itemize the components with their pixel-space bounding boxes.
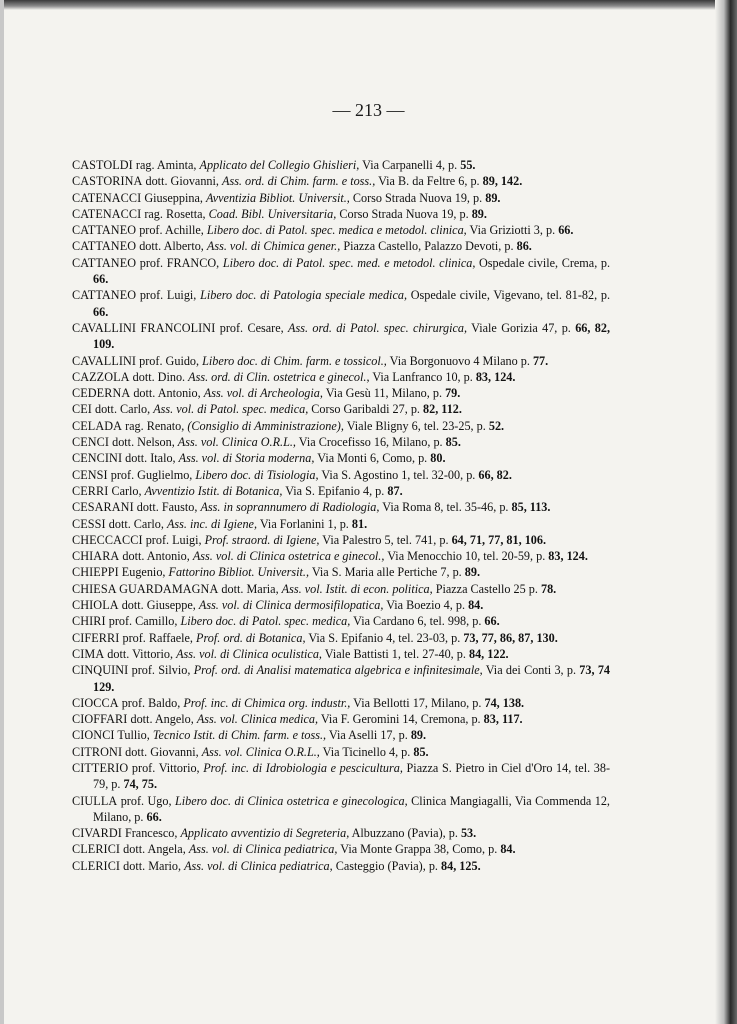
entry-title: prof. FRANCO, [136, 255, 223, 270]
entry-address: Casteggio (Pavia), p. [332, 858, 442, 873]
entry-role: Fattorino Bibliot. Universit., [168, 565, 310, 580]
entry-title: prof. Raffaele, [119, 630, 197, 645]
entry-name: CASTORINA [72, 174, 143, 189]
entry-address: Via Boezio 4, p. [383, 598, 469, 613]
entry-address: Via Gesù 11, Milano, p. [322, 386, 446, 401]
directory-entry [72, 597, 610, 613]
entry-title: dott. Dino. [129, 369, 189, 384]
entry-address: Corso Strada Nuova 19, p. [336, 206, 472, 221]
directory-entry [72, 711, 610, 727]
entry-role: Libero doc. di Clinica ostetrica e ginecologica, [174, 793, 408, 808]
entry-pages: 64, 71, 77, 81, 106. [451, 532, 547, 547]
entry-role: Ass. ord. di Patol. spec. chirurgica, [288, 320, 468, 335]
entry-name: CINQUINI [72, 663, 129, 678]
entry-role: Ass. vol. Clinica O.R.L., [177, 435, 296, 450]
entry-name: CIMA [72, 646, 105, 661]
entry-title: dott. Antonio, [130, 386, 204, 401]
entry-address: Ospedale civile, Crema, p. [475, 255, 610, 270]
entry-address: Via Cardano 6, tel. 998, p. [350, 614, 485, 629]
entry-pages: 83, 117. [483, 712, 523, 727]
directory-entry [72, 695, 610, 711]
entry-role: Ass. vol. di Clinica oculistica, [176, 646, 322, 661]
entry-address: Ospedale civile, Vigevano, tel. 81-82, p. [407, 288, 611, 303]
entry-role: Tecnico Istit. di Chim. farm. e toss., [152, 728, 327, 743]
entry-pages: 74, 138. [484, 695, 525, 710]
entry-role: Ass. inc. di Igiene, [166, 516, 258, 531]
entry-title: dott. Carlo, [105, 516, 167, 531]
entry-pages: 85, 113. [511, 500, 551, 515]
entry-name: CESSI [72, 516, 106, 531]
entry-title: prof. Ugo, [117, 793, 175, 808]
entry-name: CHIRI [72, 614, 106, 629]
entry-role: (Consiglio di Amministrazione), [187, 418, 344, 433]
entry-name: CITTERIO [72, 760, 129, 775]
directory-entry [72, 287, 610, 320]
entry-pages: 89. [471, 206, 487, 221]
entry-title: dott. Giovanni, [122, 744, 202, 759]
directory-entry [72, 793, 610, 826]
entry-name: CLERICI [72, 858, 121, 873]
entry-role: Prof. ord. di Analisi matematica algebrica e infinitesimale, [193, 663, 483, 678]
entry-address: Via Ticinello 4, p. [319, 744, 414, 759]
entry-address: Viale Gorizia 47, p. [467, 320, 576, 335]
entry-role: Avventizia Bibliot. Universit., [205, 190, 350, 205]
entry-name: CENCI [72, 435, 110, 450]
entry-title: prof. Luigi, [142, 532, 205, 547]
directory-entry [72, 353, 610, 369]
entry-name: CERRI [72, 483, 109, 498]
directory-entry [72, 255, 610, 288]
directory-entry [72, 401, 610, 417]
directory-entry [72, 548, 610, 564]
entry-pages: 66, 82, 109. [93, 320, 611, 352]
entry-role: Ass. vol. Clinica O.R.L., [201, 744, 320, 759]
directory-entry [72, 499, 610, 515]
entry-pages: 85. [413, 744, 429, 759]
entry-name: CENCINI [72, 451, 123, 466]
entry-name: CAZZOLA [72, 369, 130, 384]
entry-address: Via Forlanini 1, p. [257, 516, 352, 531]
entry-role: Avventizio Istit. di Botanica, [144, 483, 283, 498]
directory-entry [72, 760, 610, 793]
directory-entry [72, 858, 610, 874]
entry-name: CASTOLDI [72, 158, 133, 172]
entry-pages: 84, 122. [468, 646, 509, 661]
entry-title: Tullio, [114, 728, 153, 743]
entry-title: dott. Giovanni, [142, 174, 222, 189]
entry-pages: 85. [445, 435, 461, 450]
entry-title: rag. Renato, [122, 418, 188, 433]
entry-name: CHIARA [72, 549, 120, 564]
directory-entries [72, 157, 610, 874]
entry-address: Albuzzano (Pavia), p. [349, 826, 461, 841]
entry-title: dott. Angela, [120, 842, 189, 857]
entry-title: prof. Silvio, [128, 663, 194, 678]
entry-pages: 84, 125. [441, 858, 481, 873]
entry-pages: 52. [488, 418, 505, 433]
entry-address: Piazza Castello, Palazzo Devoti, p. [340, 239, 517, 254]
directory-entry [72, 190, 610, 206]
entry-pages: 89, 142. [482, 174, 523, 189]
entry-role: Ass. vol. di Patol. spec. medica, [153, 402, 309, 417]
scan-binding-edge [715, 0, 737, 1024]
entry-name: CIONCI [72, 728, 115, 743]
entry-pages: 66. [146, 809, 162, 824]
entry-name: CATTANEO [72, 239, 137, 254]
entry-title: prof. Achille, [136, 223, 207, 238]
entry-name: CIFERRI [72, 630, 120, 645]
entry-name: CLERICI [72, 842, 121, 857]
directory-entry [72, 385, 610, 401]
entry-title: rag. Rosetta, [141, 206, 209, 221]
entry-pages: 79. [445, 386, 461, 401]
entry-name: CIVARDI [72, 826, 122, 841]
entry-name: CATTANEO [72, 223, 137, 238]
entry-title: Eugenio, [118, 565, 169, 580]
entry-address: Via Roma 8, tel. 35-46, p. [379, 500, 512, 515]
entry-role: Ass. vol. di Clinica dermosifilopatica, [198, 598, 384, 613]
entry-pages: 81. [351, 516, 368, 531]
entry-role: Ass. vol. Clinica medica, [196, 712, 319, 727]
entry-title: dott. Italo, [122, 451, 179, 466]
entry-title: rag. Aminta, [132, 158, 200, 172]
entry-pages: 66. [93, 272, 109, 287]
entry-title: prof. Luigi, [136, 288, 201, 303]
entry-role: Prof. straord. di Igiene, [204, 532, 320, 547]
entry-name: CESARANI [72, 500, 134, 515]
entry-pages: 86. [516, 239, 532, 254]
entry-name: CIOCCA [72, 695, 119, 710]
entry-name: CHIOLA [72, 598, 119, 613]
entry-pages: 74, 75. [123, 777, 157, 792]
entry-address: Via Crocefisso 16, Milano, p. [295, 435, 446, 450]
entry-role: Ass. vol. di Clinica pediatrica, [184, 858, 333, 873]
entry-role: Applicato del Collegio Ghislieri, [199, 158, 360, 172]
entry-role: Prof. inc. di Idrobiologia e pescicultura, [203, 760, 403, 775]
entry-role: Prof. inc. di Chimica org. industr., [183, 695, 351, 710]
entry-title: dott. Antonio, [119, 549, 193, 564]
entry-pages: 84. [500, 842, 516, 857]
entry-role: Prof. ord. di Botanica, [196, 630, 306, 645]
scan-left-edge [0, 0, 4, 1024]
entry-role: Libero doc. di Patol. spec. med. e metodol. clinica, [222, 255, 476, 270]
entry-pages: 89. [410, 728, 427, 743]
entry-role: Ass. vol. di Archeologia, [203, 386, 323, 401]
entry-address: Piazza S. Pietro in Ciel d'Oro 14, tel. 38-79, p. [93, 760, 611, 792]
entry-title: prof. Cesare, [215, 320, 289, 335]
entry-name: CITRONI [72, 744, 123, 759]
entry-title: prof. Camillo, [105, 614, 181, 629]
entry-address: Via S. Agostino 1, tel. 32-00, p. [318, 467, 479, 482]
entry-pages: 83, 124. [548, 549, 588, 564]
entry-address: Via B. da Feltre 6, p. [375, 174, 483, 189]
entry-pages: 66. [484, 614, 500, 629]
entry-address: Via Borgonuovo 4 Milano p. [386, 353, 533, 368]
entry-address: Via Aselli 17, p. [326, 728, 411, 743]
page-number: — 213 — [332, 100, 405, 120]
entry-address: Via Carpanelli 4, p. [359, 158, 461, 172]
entry-address: Via Menocchio 10, tel. 20-59, p. [384, 549, 549, 564]
directory-entry [72, 238, 610, 254]
entry-name: CAVALLINI FRANCOLINI [72, 320, 216, 335]
entry-address: Corso Strada Nuova 19, p. [349, 190, 486, 205]
entry-name: CHECCACCI [72, 532, 143, 547]
entry-name: CEI [72, 402, 92, 417]
entry-name: CENSI [72, 467, 108, 482]
entry-title: Francesco, [121, 826, 181, 841]
entry-address: Via F. Geromini 14, Cremona, p. [318, 712, 484, 727]
entry-pages: 89. [485, 190, 501, 205]
directory-entry [72, 206, 610, 222]
entry-title: dott. Giuseppe, [118, 598, 199, 613]
entry-address: Via Bellotti 17, Milano, p. [350, 695, 485, 710]
entry-role: Coad. Bibl. Universitaria, [208, 206, 337, 221]
entry-name: CATENACCI [72, 190, 142, 205]
entry-title: dott. Maria, [218, 581, 282, 596]
entry-role: Libero doc. di Tisiologia, [195, 467, 319, 482]
entry-role: Ass. vol. di Clinica pediatrica, [188, 842, 338, 857]
entry-name: CHIEPPI [72, 565, 119, 580]
directory-entry [72, 222, 610, 238]
directory-entry [72, 581, 610, 597]
entry-pages: 55. [460, 158, 476, 172]
entry-title: dott. Alberto, [136, 239, 207, 254]
entry-role: Ass. vol. Istit. di econ. politica, [281, 581, 433, 596]
entry-pages: 66. [558, 223, 574, 238]
entry-address: Via Griziotti 3, p. [466, 223, 559, 238]
entry-name: CAVALLINI [72, 353, 137, 368]
entry-title: prof. Baldo, [118, 695, 184, 710]
entry-role: Ass. vol. di Chimica gener., [206, 239, 341, 254]
entry-role: Applicato avventizio di Segreteria, [180, 826, 350, 841]
entry-pages: 80. [430, 451, 446, 466]
entry-pages: 89. [464, 565, 480, 580]
entry-name: CIOFFARI [72, 712, 128, 727]
entry-name: CATTANEO [72, 255, 137, 270]
entry-role: Libero doc. di Chim. farm. e tossicol., [202, 353, 387, 368]
entry-title: prof. Guglielmo, [107, 467, 196, 482]
directory-entry [72, 157, 610, 173]
entry-address: Viale Battisti 1, tel. 27-40, p. [321, 646, 469, 661]
directory-entry [72, 744, 610, 760]
entry-title: dott. Nelson, [109, 435, 178, 450]
entry-address: Via S. Maria alle Pertiche 7, p. [309, 565, 465, 580]
entry-pages: 77. [532, 353, 549, 368]
entry-pages: 78. [540, 581, 557, 596]
entry-name: CATENACCI [72, 206, 142, 221]
directory-entry [72, 532, 610, 548]
entry-role: Libero doc. di Patol. spec. medica e metodol. clinica, [206, 223, 467, 238]
entry-pages: 66. [93, 304, 109, 319]
directory-entry [72, 467, 610, 483]
directory-entry [72, 173, 610, 189]
entry-title: dott. Angelo, [127, 712, 197, 727]
entry-name: CEDERNA [72, 386, 131, 401]
entry-role: Libero doc. di Patologia speciale medica, [200, 288, 407, 303]
entry-title: dott. Fausto, [133, 500, 201, 515]
directory-entry [72, 434, 610, 450]
directory-entry [72, 825, 610, 841]
entry-role: Ass. ord. di Clin. ostetrica e ginecol., [188, 369, 370, 384]
entry-name: CIULLA [72, 793, 118, 808]
scan-top-edge [0, 0, 737, 10]
entry-title: Carlo, [108, 483, 145, 498]
entry-role: Libero doc. di Patol. spec. medica, [180, 614, 351, 629]
directory-entry [72, 727, 610, 743]
entry-address: Via Palestro 5, tel. 741, p. [319, 532, 452, 547]
entry-pages: 73, 77, 86, 87, 130. [463, 630, 558, 645]
entry-title: Giuseppina, [141, 190, 206, 205]
entry-address: Via Monti 6, Como, p. [314, 451, 431, 466]
entry-role: Ass. in soprannumero di Radiologia, [200, 500, 380, 515]
entry-address: Via Monte Grappa 38, Como, p. [337, 842, 501, 857]
entry-address: Clinica Mangiagalli, Via Commenda 12, Milano, p. [93, 793, 610, 824]
entry-name: CELADA [72, 418, 123, 433]
entry-pages: 73, 74 129. [93, 663, 611, 694]
entry-pages: 53. [460, 826, 477, 841]
entry-pages: 83, 124. [475, 369, 516, 384]
directory-entry [72, 630, 610, 646]
entry-address: Via dei Conti 3, p. [482, 663, 580, 678]
entry-pages: 66, 82. [478, 467, 512, 482]
entry-title: prof. Guido, [136, 353, 203, 368]
entry-role: Ass. vol. di Storia moderna, [178, 451, 315, 466]
entry-address: Piazza Castello 25 p. [432, 581, 541, 596]
entry-role: Ass. ord. di Chim. farm. e toss., [222, 174, 376, 189]
directory-entry [72, 369, 610, 385]
entry-title: dott. Mario, [120, 858, 185, 873]
entry-pages: 84. [468, 598, 484, 613]
directory-entry [72, 450, 610, 466]
entry-address: Via S. Epifanio 4, tel. 23-03, p. [305, 630, 464, 645]
directory-entry [72, 418, 610, 434]
directory-entry [72, 516, 610, 532]
directory-entry [72, 564, 610, 580]
entry-name: CHIESA GUARDAMAGNA [72, 581, 219, 596]
entry-address: Via S. Epifanio 4, p. [282, 483, 388, 498]
entry-title: dott. Vittorio, [104, 646, 177, 661]
directory-entry [72, 662, 610, 695]
entry-name: CATTANEO [72, 288, 137, 303]
entry-title: prof. Vittorio, [128, 760, 204, 775]
directory-entry [72, 841, 610, 857]
entry-address: Corso Garibaldi 27, p. [308, 402, 424, 417]
entry-address: Viale Bligny 6, tel. 23-25, p. [343, 418, 489, 433]
directory-entry [72, 320, 610, 353]
entry-title: dott. Carlo, [91, 402, 154, 417]
entry-address: Via Lanfranco 10, p. [369, 369, 476, 384]
directory-entry [72, 483, 610, 499]
entry-pages: 87. [387, 483, 403, 498]
entry-pages: 82, 112. [423, 402, 462, 417]
entry-role: Ass. vol. di Clinica ostetrica e ginecol., [192, 549, 385, 564]
directory-entry [72, 613, 610, 629]
directory-entry [72, 646, 610, 662]
